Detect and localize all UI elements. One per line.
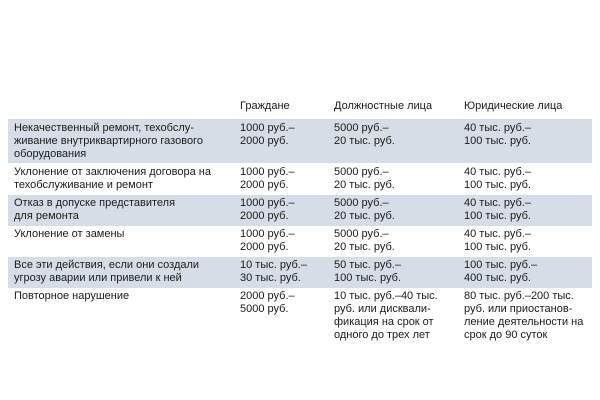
officials-fine-cell: 10 тыс. руб.–40 тыс. руб. или дисквали- фикация на срок от одного до трех лет xyxy=(334,290,438,341)
legal-fine-cell: 100 тыс. руб.– 400 тыс. руб. xyxy=(460,257,592,288)
violation-cell: Уклонение от замены xyxy=(14,228,125,240)
violation-cell: Некачественный ремонт, техобслу- живание внутриквартирного газового оборудования xyxy=(8,119,236,164)
table-row xyxy=(8,195,592,226)
citizens-fine-cell: 1000 руб.– 2000 руб. xyxy=(240,228,295,253)
fines-table xyxy=(8,100,592,344)
officials-fine-cell: 5000 руб.– 20 тыс. руб. xyxy=(330,119,460,164)
officials-fine-cell: 5000 руб.– 20 тыс. руб. xyxy=(330,195,460,226)
violation-cell: Отказ в допуске представителя для ремонта xyxy=(8,195,236,226)
header-violation xyxy=(8,100,236,119)
citizens-fine-cell: 10 тыс. руб.– 30 тыс. руб. xyxy=(236,257,330,288)
legal-fine-cell: 40 тыс. руб.– 100 тыс. руб. xyxy=(460,195,592,226)
header-legal-entities: Юридические лица xyxy=(464,100,563,112)
header-citizens: Граждане xyxy=(240,100,290,112)
legal-fine-cell: 40 тыс. руб.– 100 тыс. руб. xyxy=(464,228,531,253)
citizens-fine-cell: 1000 руб.– 2000 руб. xyxy=(236,119,330,164)
officials-fine-cell: 5000 руб.– 20 тыс. руб. xyxy=(330,164,460,196)
table-row xyxy=(8,226,592,257)
table-row xyxy=(8,119,592,164)
legal-fine-cell: 40 тыс. руб.– 100 тыс. руб. xyxy=(460,119,592,164)
table-row xyxy=(8,257,592,288)
officials-fine-cell: 50 тыс. руб.– 100 тыс. руб. xyxy=(330,257,460,288)
violation-cell: Повторное нарушение xyxy=(14,290,130,302)
legal-fine-cell: 80 тыс. руб.–200 тыс. руб. или приостанов- ление деятельности на срок до 90 суток xyxy=(464,290,584,341)
table-header-row xyxy=(8,100,592,119)
header-officials: Должностные лица xyxy=(334,100,433,112)
violation-cell: Все эти действия, если они создали угрозу аварии или привели к ней xyxy=(8,257,236,288)
citizens-fine-cell: 1000 руб.– 2000 руб. xyxy=(236,195,330,226)
table-row xyxy=(8,164,592,196)
citizens-fine-cell: 2000 руб.– 5000 руб. xyxy=(240,290,295,315)
violation-cell: Уклонение от заключения договора на техобслуживание и ремонт xyxy=(8,164,236,196)
legal-fine-cell: 40 тыс. руб.– 100 тыс. руб. xyxy=(460,164,592,196)
officials-fine-cell: 5000 руб.– 20 тыс. руб. xyxy=(334,228,395,253)
table-row xyxy=(8,288,592,344)
citizens-fine-cell: 1000 руб.– 2000 руб. xyxy=(236,164,330,196)
